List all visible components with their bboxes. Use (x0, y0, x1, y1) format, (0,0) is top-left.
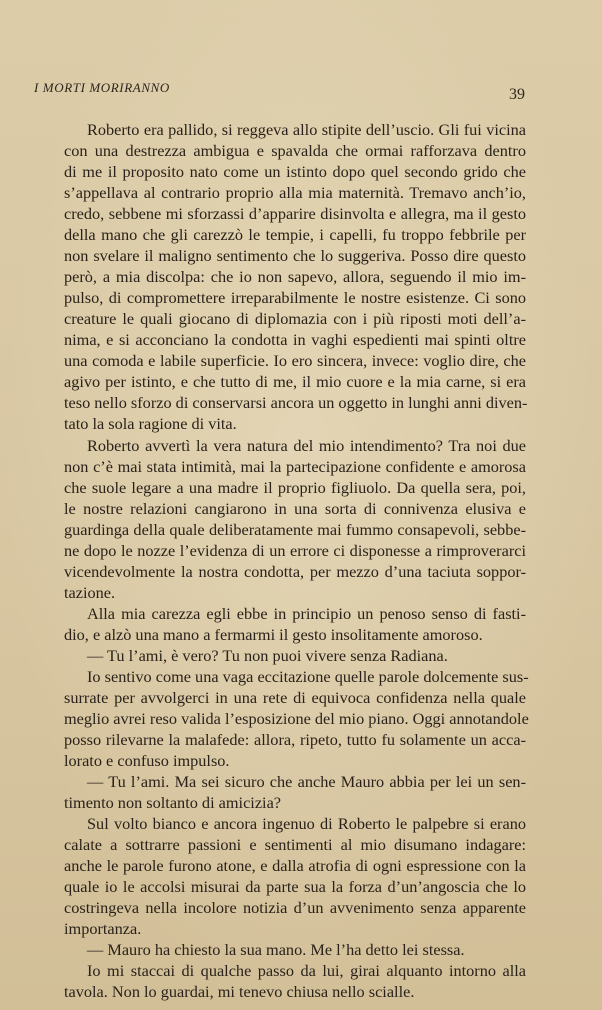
text-line: nima, e si acconciano la condotta in vaghi espedienti mai spinti oltre (64, 330, 526, 349)
running-title: I MORTI MORIRANNO (34, 80, 170, 95)
page-number: 39 (509, 86, 525, 103)
text-line: vicendevolmente la nostra condotta, per mezzo d’una taciuta soppor- (64, 562, 526, 581)
text-line: importanza. (64, 919, 142, 938)
text-line: calate a sottrarre passioni e sentimenti al mio disumano indagare: (64, 835, 526, 854)
text-line: posso rilevarne la malafede: allora, ripeto, tutto fu solamente un acca- (64, 730, 526, 749)
text-line: surrate per avvolgerci in una rete di equivoca confidenza nella quale (64, 688, 526, 707)
text-line: quale io le accolsi misurai da parte sua la forza d’un’angoscia che lo (64, 877, 526, 896)
text-line: creature le quali giocano di diplomazia con i più riposti moti dell’a- (64, 309, 526, 328)
text-line: però, a mia discolpa: che io non sapevo, allora, seguendo il mio im- (64, 267, 526, 286)
text-line: Alla mia carezza egli ebbe in principio un penoso senso di fasti- (87, 604, 526, 623)
text-line: dio, e alzò una mano a fermarmi il gesto insolitamente amoroso. (64, 625, 483, 644)
text-line: guardinga della quale deliberatamente mai fummo consapevoli, sebbe- (64, 520, 526, 539)
text-line: s’appellava al contrario proprio alla mia maternità. Tremavo anch’io, (64, 183, 526, 202)
text-line: pulso, di compromettere irreparabilmente le nostre esistenze. Ci sono (64, 288, 526, 307)
text-line: agivo per istinto, e che tutto di me, il mio cuore e la mia carne, si era (64, 372, 526, 391)
text-line: tazione. (64, 583, 116, 602)
text-line: della mano che gli carezzò le tempie, i capelli, fu troppo febbrile per (64, 225, 526, 244)
text-line: teso nello sforzo di conservarsi ancora un oggetto in lunghi anni diven- (64, 393, 528, 412)
text-line: una comoda e labile superficie. Io ero sincera, invece: voglio dire, che (64, 351, 526, 370)
text-line: che suole legare a una madre il proprio figliuolo. Da quella sera, poi, (64, 478, 526, 497)
text-line: lorato e confuso impulso. (64, 751, 230, 770)
text-line: le nostre relazioni cangiarono in una sorta di connivenza elusiva e (64, 499, 526, 518)
text-line: Roberto avvertì la vera natura del mio intendimento? Tra noi due (87, 436, 526, 455)
text-line: tato la sola ragione di vita. (64, 414, 237, 433)
text-line: ne dopo le nozze l’evidenza di un errore ci disponesse a rimproverarci (64, 541, 526, 560)
text-line: — Tu l’ami. Ma sei sicuro che anche Mauro abbia per lei un sen- (87, 772, 526, 791)
text-line: timento non soltanto di amicizia? (64, 793, 282, 812)
text-line: Io sentivo come una vaga eccitazione quelle parole dolcemente sus- (87, 667, 529, 686)
text-line: di me il proposito nato come un istinto dopo quel secondo grido che (64, 162, 526, 181)
text-line: non svelare il maligno sentimento che lo suggeriva. Posso dire questo (64, 246, 526, 265)
text-line: con una destrezza ambigua e spavalda che ormai rafforzava dentro (64, 141, 526, 160)
text-line: — Tu l’ami, è vero? Tu non puoi vivere senza Radiana. (87, 646, 448, 665)
text-line: costringeva nella incolore notizia d’un avvenimento senza apparente (64, 898, 526, 917)
text-line: Roberto era pallido, si reggeva allo stipite dell’uscio. Gli fui vicina (87, 120, 526, 139)
text-line: credo, sebbene mi sforzassi d’apparire disinvolta e allegra, ma il gesto (64, 204, 526, 223)
text-line: meglio avrei reso valida l’esposizione del mio piano. Oggi annotandole (64, 709, 529, 728)
text-line: tavola. Non lo guardai, mi tenevo chiusa nello scialle. (64, 982, 415, 1001)
text-line: Io mi staccai di qualche passo da lui, girai alquanto intorno alla (87, 961, 526, 980)
text-line: — Mauro ha chiesto la sua mano. Me l’ha detto lei stessa. (87, 940, 465, 959)
text-line: non c’è mai stata intimità, mai la partecipazione confidente e amorosa (64, 457, 526, 476)
text-line: Sul volto bianco e ancora ingenuo di Roberto le palpebre si erano (87, 814, 526, 833)
text-line: anche le parole furono atone, e dalla atrofia di ogni espressione con la (64, 856, 526, 875)
